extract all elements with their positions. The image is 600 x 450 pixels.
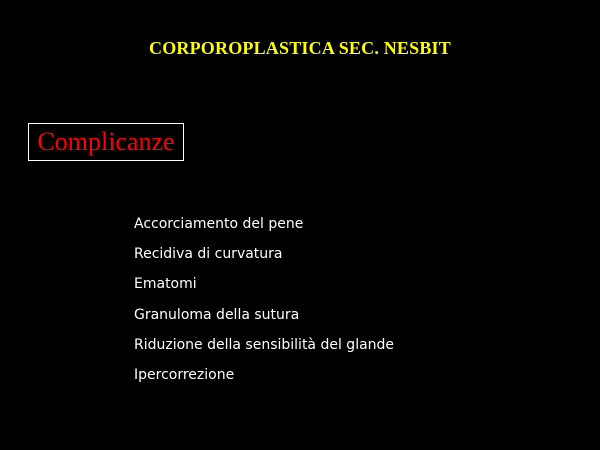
list-item: Ipercorrezione xyxy=(134,366,235,383)
list-item: Granuloma della sutura xyxy=(134,306,300,323)
list-item: Recidiva di curvatura xyxy=(134,246,283,263)
list-item: Accorciamento del pene xyxy=(134,216,304,232)
section-heading: Complicanze xyxy=(37,127,175,156)
slide-title: CORPOROPLASTICA SEC. NESBIT xyxy=(149,38,451,58)
list-item: Riduzione della sensibilità del glande xyxy=(134,336,395,353)
complications-list xyxy=(134,213,394,394)
list-item: Ematomi xyxy=(134,276,197,293)
section-heading-box xyxy=(28,123,184,161)
